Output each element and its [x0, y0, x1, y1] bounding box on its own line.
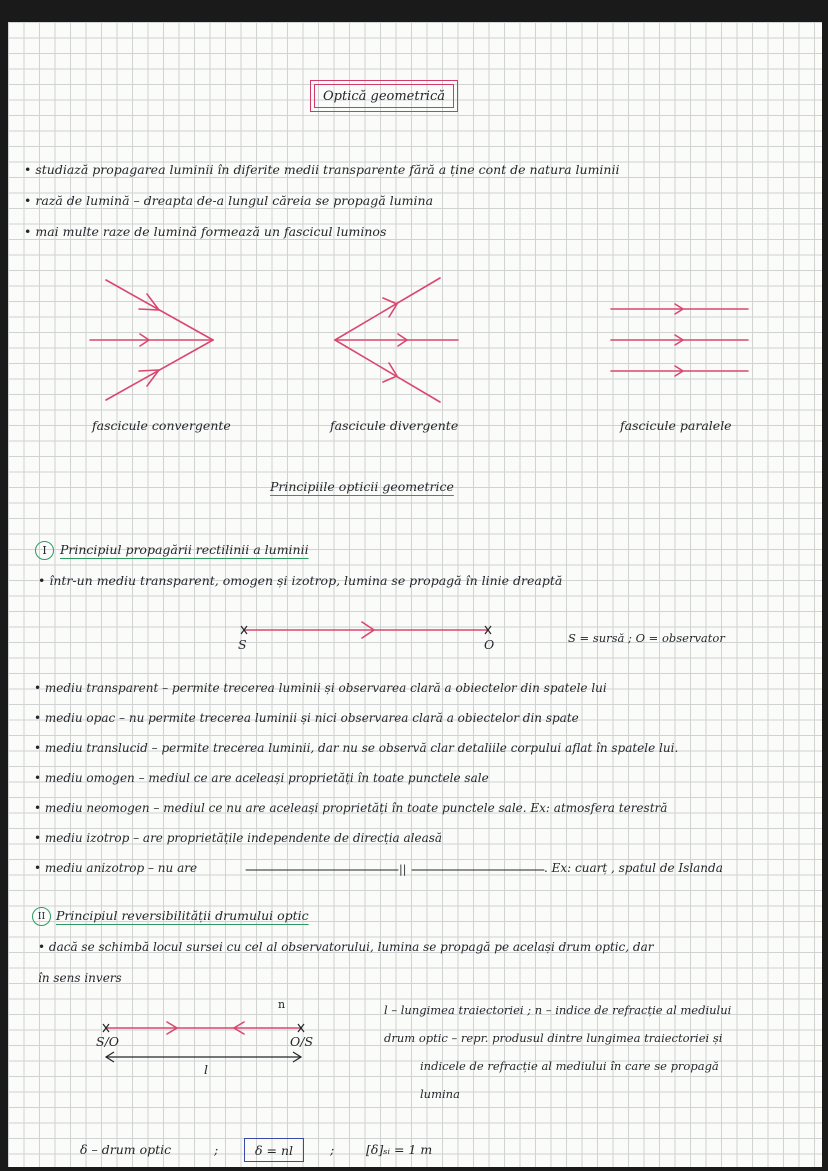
page-title: Optică geometrică	[322, 88, 445, 104]
separator-1: ;	[214, 1142, 219, 1157]
principle-1-number: I	[35, 541, 54, 560]
medium-isotropic: • mediu izotrop – are proprietățile independente de direcția aleasă	[34, 831, 443, 845]
label-os: O/S	[290, 1034, 314, 1049]
formula-box	[244, 1138, 304, 1162]
separator-2: ;	[330, 1142, 335, 1157]
divergent-ray-top	[335, 278, 440, 340]
label-n: n	[278, 998, 286, 1011]
label-divergent: fascicule divergente	[330, 418, 459, 433]
principle-1-statement: • într-un mediu transparent, omogen și izotrop, lumina se propagă în linie dreaptă	[38, 573, 563, 588]
label-parallel: fascicule paralele	[620, 418, 732, 433]
def-line-3: indicele de refracție al mediului în care se propagă	[420, 1059, 719, 1073]
def-line-2: drum optic – repr. produsul dintre lungimea traiectoriei și	[384, 1031, 723, 1045]
medium-anisotropic: • mediu anizotrop – nu are	[34, 861, 198, 875]
principle-2-number: II	[32, 907, 51, 926]
medium-transparent: • mediu transparent – permite trecerea luminii și observarea clară a obiectelor din spatele lui	[34, 681, 607, 695]
medium-opaque: • mediu opac – nu permite trecerea luminii și nici observarea clară a obiectelor din spate	[34, 711, 579, 725]
optical-path-label: δ – drum optic	[80, 1142, 172, 1157]
principles-heading: Principiile opticii geometrice	[270, 479, 454, 494]
intro-line-3: • mai multe raze de lumină formează un fascicul luminos	[24, 224, 387, 239]
def-line-1: l – lungimea traiectoriei ; n – indice de refracție al mediului	[384, 1003, 732, 1017]
medium-inhomogeneous: • mediu neomogen – mediul ce nu are aceleași proprietăți în toate punctele sale. Ex: atmosfera terestră	[34, 801, 668, 815]
principle-2-title: Principiul reversibilității drumului optic	[56, 908, 309, 923]
label-s: S	[238, 637, 247, 652]
medium-homogeneous: • mediu omogen – mediul ce are aceleași proprietăți în toate punctele sale	[34, 771, 489, 785]
diagrams-layer	[8, 22, 822, 1167]
principle-2-line-2: în sens invers	[38, 971, 122, 985]
medium-translucent: • mediu translucid – permite trecerea luminii, dar nu se observă clar detaliile corpului aflat în spatele lui.	[34, 741, 679, 755]
so-legend: S = sursă ; O = observator	[568, 631, 725, 645]
formula: δ = nl	[255, 1142, 293, 1158]
anisotrop-example: . Ex: cuarț , spatul de Islanda	[544, 861, 723, 875]
label-so: S/O	[96, 1034, 120, 1049]
principle-2-line-1: • dacă se schimbă locul sursei cu cel al observatorului, lumina se propagă pe același drum optic, dar	[38, 940, 654, 954]
principle-1-title: Principiul propagării rectilinii a luminii	[60, 542, 309, 557]
label-convergent: fascicule convergente	[92, 418, 231, 433]
def-line-4: lumina	[420, 1087, 460, 1101]
divergent-ray-bottom	[335, 340, 440, 402]
notebook-page	[8, 22, 822, 1167]
intro-line-2: • rază de lumină – dreapta de-a lungul căreia se propagă lumina	[24, 193, 434, 208]
label-l: l	[204, 1062, 208, 1077]
anisotrop-mark: ||	[399, 863, 407, 876]
si-unit: [δ]ₛᵢ = 1 m	[366, 1142, 433, 1157]
label-o: O	[484, 637, 495, 652]
intro-line-1: • studiază propagarea luminii în diferite medii transparente fără a ține cont de natura luminii	[24, 162, 620, 177]
